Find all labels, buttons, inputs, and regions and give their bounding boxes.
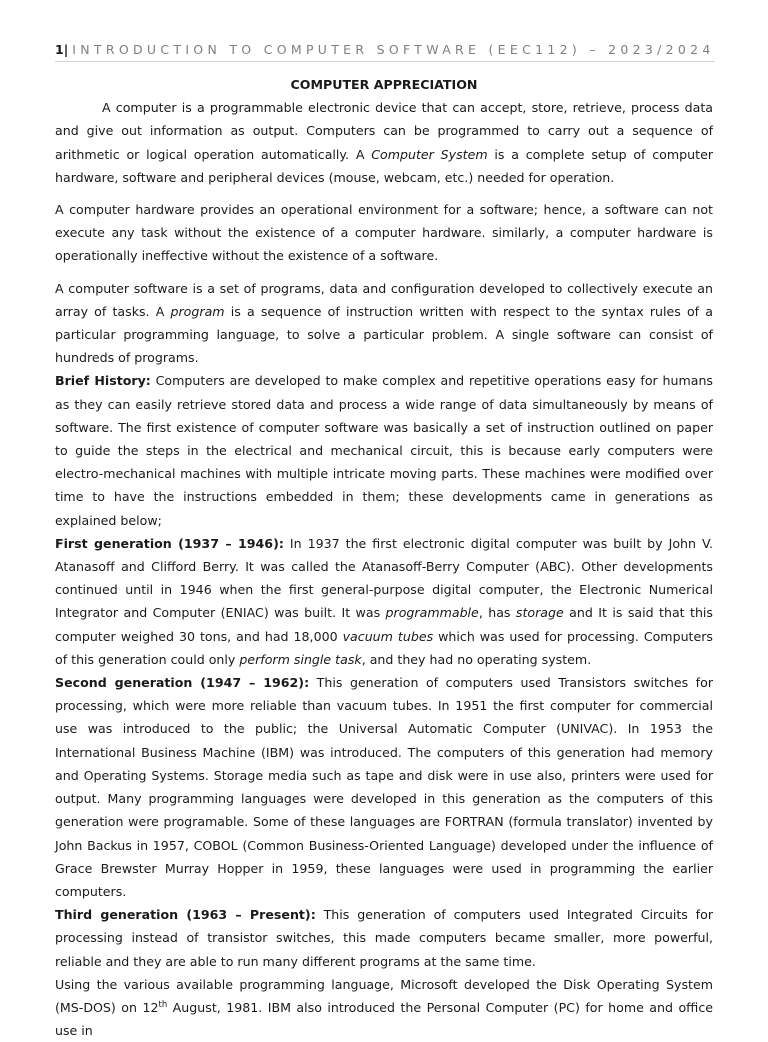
first-generation-label: First generation (1937 – 1946): bbox=[55, 535, 284, 551]
second-generation-label: Second generation (1947 – 1962): bbox=[55, 675, 310, 691]
page-number: 1 bbox=[55, 42, 64, 57]
paragraph-computer-definition: A computer is a programmable electronic device that can accept, store, retrieve, process data and give out information as output. Computers can be programmed to carry out a sequence of arithmetic or logical operation automatically. A Computer System is a complete setup of computer hardware, software and peripheral devices (mouse, webcam, etc.) needed for operation. bbox=[55, 100, 713, 185]
course-title: INTRODUCTION TO COMPUTER SOFTWARE (EEC112) – 2023/2024 bbox=[72, 42, 715, 57]
paragraph-hardware: A computer hardware provides an operational environment for a software; hence, a software can not execute any task without the existence of a computer hardware. similarly, a computer hardware is operationally ineffective without the existence of a software. bbox=[55, 202, 713, 264]
paragraph-third-generation: Third generation (1963 – Present): This generation of computers used Integrated Circuits for processing instead of transistor switches, this made computers became smaller, more powerful, reliable and they are able to run many different programs at the same time. bbox=[55, 907, 713, 969]
running-header bbox=[55, 42, 715, 57]
paragraph-software: A computer software is a set of programs, data and configuration developed to collectively execute an array of tasks. A program is a sequence of instruction written with respect to the syntax rules of a particular programming language, to solve a particular problem. A single software can consist of hundreds of programs. bbox=[55, 280, 713, 366]
paragraph-second-generation: Second generation (1947 – 1962): This generation of computers used Transistors switches for processing, which were more reliable than vacuum tubes. In 1951 the first computer for commercial use was introduced to the public; the Universal Automatic Computer (UNIVAC). In 1953 the International Business Machine (IBM) was introduced. The computers of this generation had memory and Operating Systems. Storage media such as tape and disk were in use also, printers were used for output. Many programming languages were developed in this generation as the computers of this generation were programable. Some of these languages are FORTRAN (formula translator) invented by John Backus in 1957, COBOL (Common Business-Oriented Language) developed under the influence of Grace Brewster Murray Hopper in 1959, these languages were used in programming the earlier computers. bbox=[55, 675, 713, 899]
third-generation-label: Third generation (1963 – Present): bbox=[55, 907, 316, 923]
header-separator: | bbox=[63, 42, 69, 57]
document-title: COMPUTER APPRECIATION bbox=[290, 77, 478, 92]
paragraph-first-generation: First generation (1937 – 1946): In 1937 the first electronic digital computer was built by John V. Atanasoff and Clifford Berry. It was called the Atanasoff-Berry Computer (ABC). Other developments continued until in 1946 when the first general-purpose digital computer, the Electronic Numerical Integrator and Computer (ENIAC) was built. It was programmable, has storage and It is said that this computer weighed 30 tons, and had 18,000 vacuum tubes which was used for processing. Computers of this generation could only perform single task, and they had no operating system. bbox=[55, 535, 714, 667]
header-rule bbox=[55, 61, 715, 62]
document-body bbox=[55, 73, 713, 1042]
paragraph-brief-history: Brief History: Computers are developed to make complex and repetitive operations easy for humans as they can easily retrieve stored data and process a wide range of data simultaneously by means of software. The first existence of computer software was basically a set of instruction outlined on paper to guide the steps in the electrical and mechanical circuit, this is because early computers were electro-mechanical machines with multiple intricate moving parts. These machines were modified over time to have the instructions embedded in them; these developments came in generations as explained below; bbox=[55, 373, 713, 528]
brief-history-label: Brief History: bbox=[55, 373, 151, 389]
paragraph-ms-dos: Using the various available programming language, Microsoft developed the Disk Operating System (MS-DOS) on 12th August, 1981. IBM also introduced the Personal Computer (PC) for home and office use in bbox=[55, 976, 714, 1039]
